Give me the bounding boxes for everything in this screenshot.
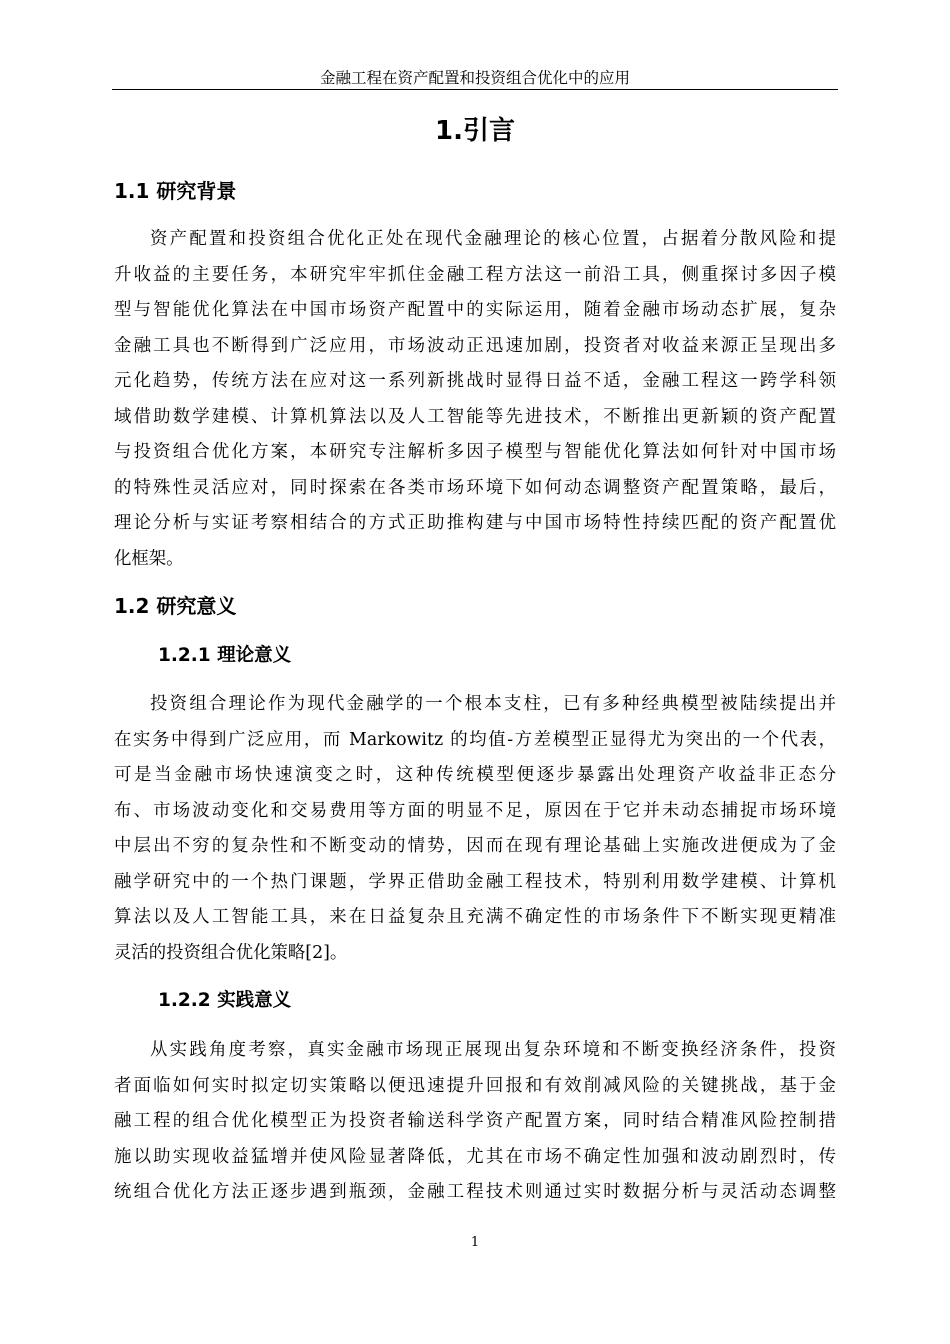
paragraph-theoretical-significance — [114, 687, 836, 971]
paragraph-line: 的特殊性灵活应对，同时探索在各类市场环境下如何动态调整资产配置策略，最后， — [114, 477, 836, 498]
paragraph-line: 域借助数学建模、计算机算法以及人工智能等先进技术，不断推出更新颖的资产配置 — [114, 406, 836, 427]
paragraph-line: 化框架。 — [114, 548, 184, 569]
paragraph-line: 者面临如何实时拟定切实策略以便迅速提升回报和有效削减风险的关键挑战，基于金 — [114, 1075, 836, 1096]
paragraph-line: 灵活的投资组合优化策略[2]。 — [114, 942, 348, 963]
section-heading-1-1: 1.1 研究背景 — [114, 179, 237, 203]
paragraph-line: 投资组合理论作为现代金融学的一个根本支柱，已有多种经典模型被陆续提出并 — [150, 694, 836, 714]
paragraph-line: 升收益的主要任务，本研究牢牢抓住金融工程方法这一前沿工具，侧重探讨多因子模 — [114, 264, 836, 285]
paragraph-research-background — [114, 222, 836, 577]
paragraph-line: 施以助实现收益猛增并使风险显著降低，尤其在市场不确定性加强和波动剧烈时，传 — [114, 1146, 836, 1167]
section-heading-1-2: 1.2 研究意义 — [114, 594, 237, 618]
paragraph-line: 型与智能优化算法在中国市场资产配置中的实际运用，随着金融市场动态扩展，复杂 — [114, 300, 836, 320]
chapter-title: 1.引言 — [435, 116, 515, 146]
paragraph-line: 可是当金融市场快速演变之时，这种传统模型便逐步暴露出处理资产收益非正态分 — [114, 765, 836, 785]
paragraph-line: 金融工具也不断得到广泛应用，市场波动正迅速加剧，投资者对收益来源正呈现出多 — [114, 335, 836, 356]
paragraph-practical-significance — [114, 1033, 836, 1211]
header-divider — [112, 89, 838, 90]
paragraph-line: 算法以及人工智能工具，来在日益复杂且充满不确定性的市场条件下不断实现更精准 — [114, 907, 836, 927]
page-number: 1 — [470, 1235, 480, 1250]
paragraph-line: 融工程的组合优化模型正为投资者输送科学资产配置方案，同时结合精准风险控制措 — [114, 1111, 836, 1131]
paragraph-line: 中层出不穷的复杂性和不断变动的情势，因而在现有理论基础上实施改进便成为了金 — [114, 836, 836, 856]
paragraph-line: 从实践角度考察，真实金融市场现正展现出复杂环境和不断变换经济条件，投资 — [150, 1040, 836, 1060]
subsection-heading-1-2-1: 1.2.1 理论意义 — [158, 645, 292, 666]
subsection-heading-1-2-2: 1.2.2 实践意义 — [158, 990, 292, 1011]
paragraph-line: 元化趋势，传统方法在应对这一系列新挑战时显得日益不适，金融工程这一跨学科领 — [114, 371, 836, 391]
paragraph-line: 资产配置和投资组合优化正处在现代金融理论的核心位置，占据着分散风险和提 — [150, 229, 836, 249]
paragraph-line: 理论分析与实证考察相结合的方式正助推构建与中国市场特性持续匹配的资产配置优 — [114, 513, 836, 533]
paragraph-line: 布、市场波动变化和交易费用等方面的明显不足，原因在于它并未动态捕捉市场环境 — [114, 800, 836, 821]
running-header-title: 金融工程在资产配置和投资组合优化中的应用 — [319, 69, 630, 87]
paragraph-line: 在实务中得到广泛应用，而 Markowitz 的均值-方差模型正显得尤为突出的一个代表， — [114, 729, 836, 750]
paragraph-line: 与投资组合优化方案，本研究专注解析多因子模型与智能优化算法如何针对中国市场 — [114, 442, 836, 462]
paragraph-line: 融学研究中的一个热门课题，学界正借助金融工程技术，特别利用数学建模、计算机 — [114, 871, 836, 892]
paragraph-line: 统组合优化方法正逐步遇到瓶颈，金融工程技术则通过实时数据分析与灵活动态调整 — [114, 1182, 836, 1202]
